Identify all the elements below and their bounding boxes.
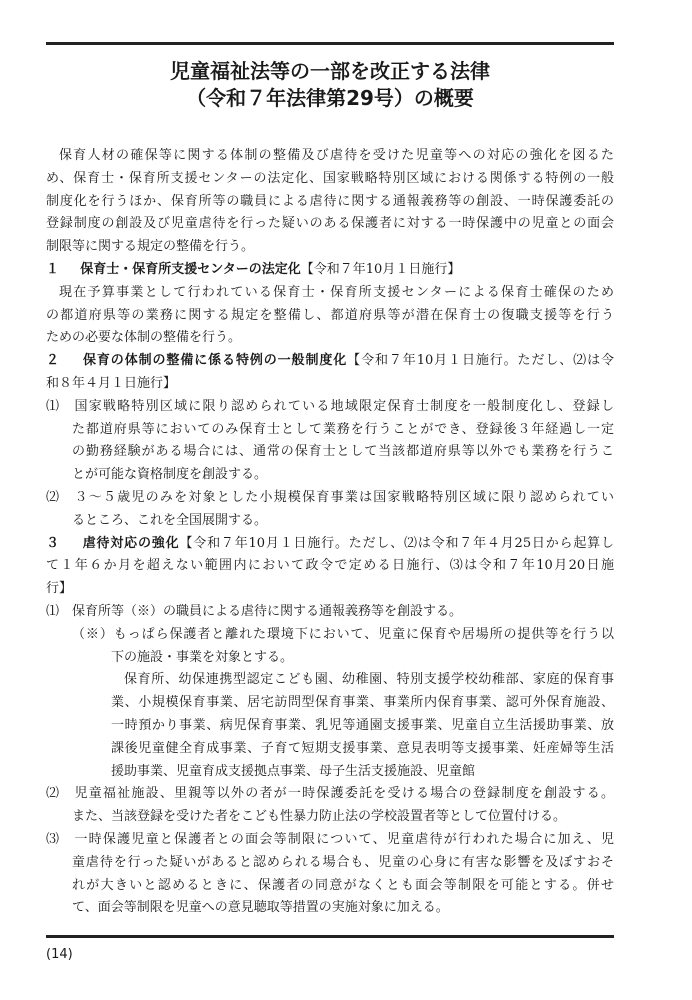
section-2-item-2-line: ⑵ ３～５歳児のみを対象とした小規模保育事業は国家戦略特別区域に限り認められてい bbox=[46, 489, 614, 505]
bottom-rule bbox=[46, 935, 614, 938]
section-3-item-3-line: ⑶ 一時保護児童と保護者との面会等制限について、児童虐待が行われた場合に加え、児 bbox=[46, 831, 614, 847]
section-2-item-1-line: た都道府県等においてのみ保育士として業務を行うことができ、登録後３年経過し一定 bbox=[72, 421, 614, 437]
page-title bbox=[46, 58, 614, 112]
intro-line: 制度化を行うほか、保育所等の職員による虐待に関する通報義務等の創設、一時保護委託の bbox=[46, 193, 614, 209]
section-3-heading: 虐待対応の強化 bbox=[82, 535, 180, 551]
title-line-1: 児童福祉法等の一部を改正する法律 bbox=[170, 59, 490, 83]
facility-list-line: 業、小規模保育事業、居宅訪問型保育事業、事業所内保育事業、認可外保育施設、 bbox=[111, 695, 614, 711]
intro-line: 制限等に関する規定の整備を行う。 bbox=[46, 239, 255, 255]
section-3-item-3-line: れが大きいと認めるときに、保護者の同意がなくとも面会等制限を可能とする。併せ bbox=[72, 877, 614, 893]
title-line-2: （令和７年法律第29号）の概要 bbox=[186, 86, 474, 110]
section-3-item-3-line: 童虐待を行った疑いがあると認められる場合も、児童の心身に有害な影響を及ぼすおそ bbox=[72, 854, 614, 870]
section-1-line: の都道府県等の業務に関する規定を整備し、都道府県等が潜在保育士の復職支援等を行う bbox=[46, 307, 614, 323]
section-2-item-1-line: ⑴ 国家戦略特別区域に限り認められている地域限定保育士制度を一般制度化し、登録し bbox=[46, 398, 614, 414]
section-2 bbox=[46, 350, 614, 532]
section-2-item-2-line: るところ、これを全国展開する。 bbox=[72, 512, 268, 528]
section-3-item-3-line: て、面会等制限を児童への意見聴取等措置の実施対象に加える。 bbox=[72, 900, 449, 916]
facility-list-line: 援助事業、児童育成支援拠点事業、母子生活支援施設、児童館 bbox=[111, 763, 476, 779]
top-rule bbox=[46, 42, 614, 45]
section-2-date-continued: 和８年４月１日施行】 bbox=[46, 375, 177, 391]
intro-line: 保育人材の確保等に関する体制の整備及び虐待を受けた児童等への対応の強化を図るた bbox=[59, 148, 614, 163]
section-2-item-1-line: とが可能な資格制度を創設する。 bbox=[72, 467, 268, 483]
facility-list-line: 保育所、幼保連携型認定こども園、幼稚園、特別支援学校幼稚部、家庭的保育事 bbox=[124, 672, 614, 688]
section-3-date-continued: 行】 bbox=[46, 581, 73, 597]
section-3-note-line: （※）もっぱら保護者と離れた環境下において、児童に保育や居場所の提供等を行う以 bbox=[72, 626, 614, 642]
section-3-heading-line bbox=[46, 533, 614, 556]
intro-paragraph bbox=[46, 145, 614, 259]
section-1-line: 現在予算事業として行われている保育士・保育所支援センターによる保育士確保のため bbox=[59, 284, 614, 300]
section-2-heading-line bbox=[46, 350, 614, 373]
section-2-item-1-line: の勤務経験がある場合には、通常の保育士として当該都道府県等以外でも業務を行うこ bbox=[72, 444, 614, 460]
intro-line: め、保育士・保育所支援センターの法定化、国家戦略特別区域における関係する特例の一般 bbox=[46, 170, 614, 186]
section-2-heading: 保育の体制の整備に係る特例の一般制度化 bbox=[83, 353, 348, 369]
section-3-note-line: 下の施設・事業を対象とする。 bbox=[111, 649, 294, 665]
section-3-item-1: ⑴ 保育所等（※）の職員による虐待に関する通報義務等を創設する。 bbox=[46, 603, 463, 619]
section-3-item-2-line: ⑵ 児童福祉施設、里親等以外の者が一時保護委託を受ける場合の登録制度を創設する。 bbox=[46, 786, 614, 802]
facility-list-line: 一時預かり事業、病児保育事業、乳児等通園支援事業、児童自立生活援助事業、放 bbox=[111, 717, 614, 733]
page-number: (14) bbox=[46, 947, 73, 962]
section-1-heading-line bbox=[46, 259, 614, 282]
section-1-number: １ bbox=[46, 261, 60, 277]
section-3-date: 【令和７年10月１日施行。ただし、⑵は令和７年４月25日から起算し bbox=[179, 535, 614, 551]
section-3 bbox=[46, 533, 614, 921]
section-3-number: ３ bbox=[46, 535, 60, 551]
section-2-date: 【令和７年10月１日施行。ただし、⑵は令 bbox=[347, 353, 614, 369]
section-1-heading: 保育士・保育所支援センターの法定化 bbox=[80, 261, 301, 277]
section-3-item-2-line: また、当該登録を受けた者をこども性暴力防止法の学校設置者等として位置付ける。 bbox=[72, 809, 567, 825]
section-2-number: ２ bbox=[46, 353, 60, 369]
document-body bbox=[46, 145, 614, 920]
section-1-line: ための必要な体制の整備を行う。 bbox=[46, 330, 242, 346]
section-3-date-continued: て１年６か月を超えない範囲内において政令で定める日施行、⑶は令和７年10月20日施 bbox=[46, 558, 614, 574]
section-1 bbox=[46, 259, 614, 350]
facility-list-line: 課後児童健全育成事業、子育て短期支援事業、意見表明等支援事業、妊産婦等生活 bbox=[111, 740, 614, 756]
intro-line: 登録制度の創設及び児童虐待を行った疑いのある保護者に対する一時保護中の児童との面会 bbox=[46, 216, 614, 232]
section-1-date: 【令和７年10月１日施行】 bbox=[300, 261, 461, 277]
